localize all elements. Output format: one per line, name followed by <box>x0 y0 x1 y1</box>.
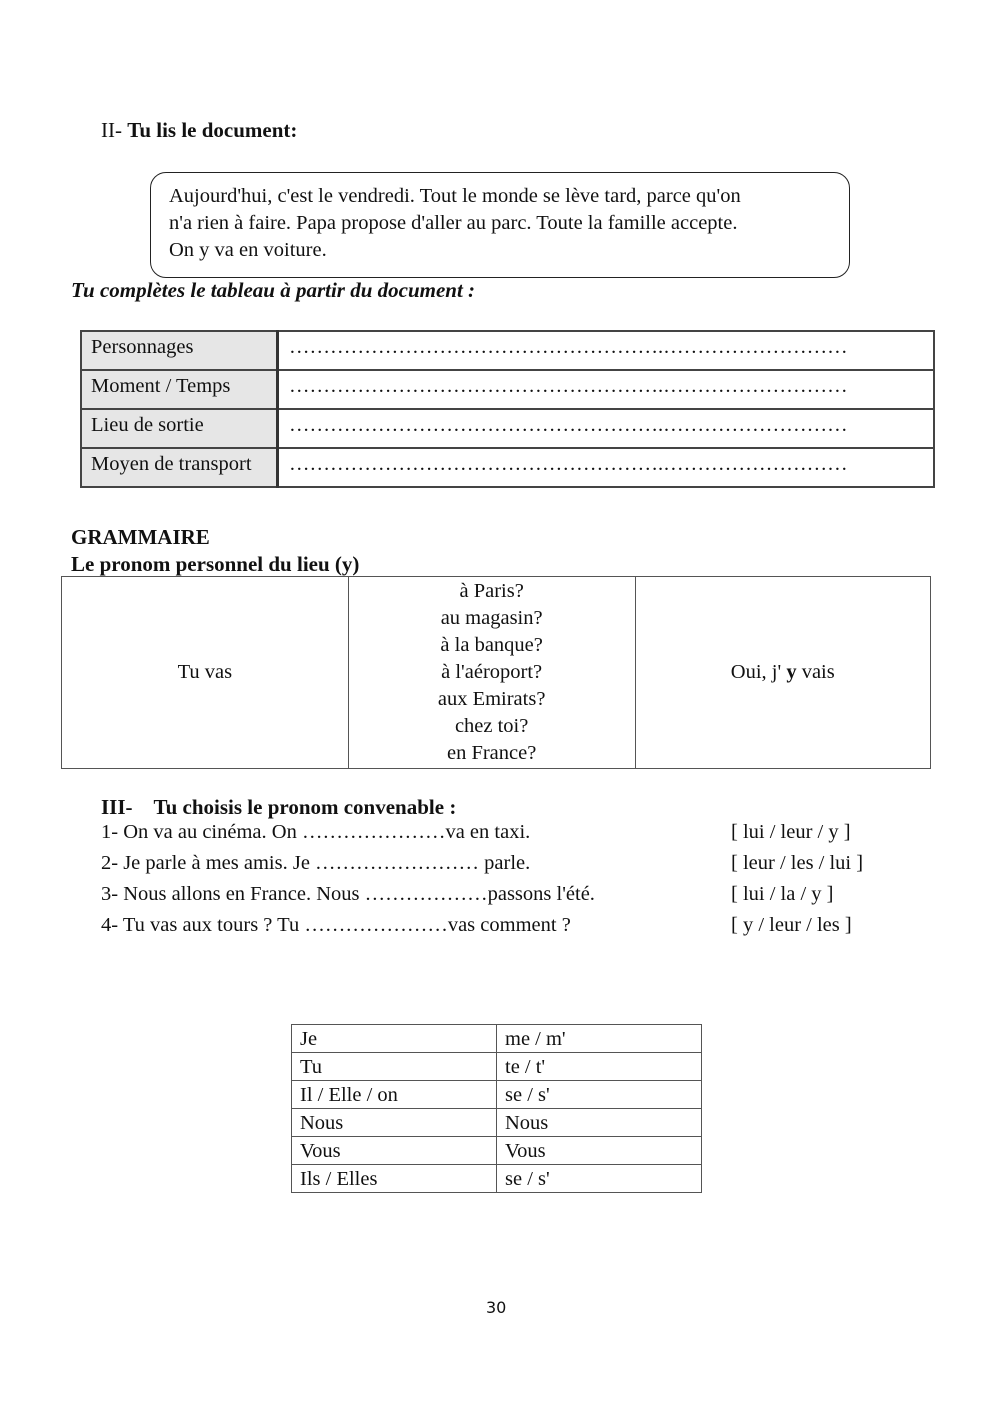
pronoun-y-table <box>61 576 931 769</box>
reflexive-cell: me / m' <box>497 1025 702 1053</box>
exercise-item[interactable]: 2- Je parle à mes amis. Je …………………… parle. <box>101 852 531 874</box>
reading-passage-box <box>150 172 850 278</box>
row-label: Lieu de sortie <box>81 409 278 448</box>
reflexive-cell: Nous <box>497 1109 702 1137</box>
reflexive-pronoun-table <box>291 1024 702 1193</box>
answer-blank[interactable]: ……………………………………………….……………………… <box>278 331 935 370</box>
exercise-options: [ lui / leur / y ] <box>731 821 851 843</box>
passage-line: On y va en voiture. <box>169 239 327 261</box>
exercise-item[interactable]: 3- Nous allons en France. Nous ………………passons l'été. <box>101 883 595 905</box>
reflexive-cell: te / t' <box>497 1053 702 1081</box>
table-instruction: Tu complètes le tableau à partir du document : <box>71 278 476 302</box>
exercise-item[interactable]: 1- On va au cinéma. On …………………va en taxi. <box>101 821 531 843</box>
grammar-subheading: Le pronom personnel du lieu (y) <box>71 552 360 576</box>
table-row <box>292 1081 702 1109</box>
exercise-options: [ lui / la / y ] <box>731 883 834 905</box>
answer-pronoun: y <box>786 661 797 683</box>
answer-prefix: Oui, j' <box>730 661 787 683</box>
answer-blank[interactable]: ……………………………………………….……………………… <box>278 448 935 487</box>
section-title-text: Tu lis le document: <box>127 118 298 142</box>
grammar-heading: GRAMMAIRE <box>71 525 210 549</box>
answer-blank[interactable]: ……………………………………………….……………………… <box>278 370 935 409</box>
place-item: au magasin? <box>440 607 543 629</box>
table-row <box>81 409 934 448</box>
passage-line: Aujourd'hui, c'est le vendredi. Tout le monde se lève tard, parce qu'on <box>169 185 741 207</box>
section-number: II- <box>101 118 122 142</box>
places-list <box>348 577 635 769</box>
answer-suffix: vais <box>796 661 835 683</box>
place-item: aux Emirats? <box>437 688 546 710</box>
page-number: 30 <box>486 1298 507 1317</box>
exercise-item[interactable]: 4- Tu vas aux tours ? Tu …………………vas comment ? <box>101 914 571 936</box>
reflexive-cell: se / s' <box>497 1081 702 1109</box>
section-number: III- <box>101 795 133 819</box>
table-row <box>292 1137 702 1165</box>
table-row <box>292 1165 702 1193</box>
place-item: à la banque? <box>440 634 543 656</box>
reflexive-cell: Vous <box>497 1137 702 1165</box>
reflexive-cell: se / s' <box>497 1165 702 1193</box>
place-item: à Paris? <box>459 580 524 602</box>
table-row <box>292 1025 702 1053</box>
answer-example <box>635 577 930 769</box>
subject-cell: Il / Elle / on <box>292 1081 497 1109</box>
row-label: Moment / Temps <box>81 370 278 409</box>
place-item: en France? <box>446 742 537 764</box>
subject-cell: Nous <box>292 1109 497 1137</box>
grammar-heading-block <box>71 524 359 578</box>
question-start: Tu vas <box>62 577 349 769</box>
subject-cell: Je <box>292 1025 497 1053</box>
answer-blank[interactable]: ……………………………………………….……………………… <box>278 409 935 448</box>
table-row <box>292 1053 702 1081</box>
subject-cell: Ils / Elles <box>292 1165 497 1193</box>
table-row <box>81 331 934 370</box>
section-3-title <box>101 795 456 820</box>
table-row <box>81 448 934 487</box>
section-title-text: Tu choisis le pronom convenable : <box>153 795 457 819</box>
section-2-title <box>101 118 297 143</box>
passage-line: n'a rien à faire. Papa propose d'aller au parc. Toute la famille accepte. <box>169 212 738 234</box>
table-row <box>62 577 931 769</box>
row-label: Moyen de transport <box>81 448 278 487</box>
place-item: chez toi? <box>454 715 529 737</box>
table-row <box>81 370 934 409</box>
subject-cell: Tu <box>292 1053 497 1081</box>
comprehension-table <box>80 330 935 488</box>
exercise-options: [ y / leur / les ] <box>731 914 852 936</box>
place-item: à l'aéroport? <box>441 661 543 683</box>
exercise-options: [ leur / les / lui ] <box>731 852 864 874</box>
table-row <box>292 1109 702 1137</box>
subject-cell: Vous <box>292 1137 497 1165</box>
row-label: Personnages <box>81 331 278 370</box>
